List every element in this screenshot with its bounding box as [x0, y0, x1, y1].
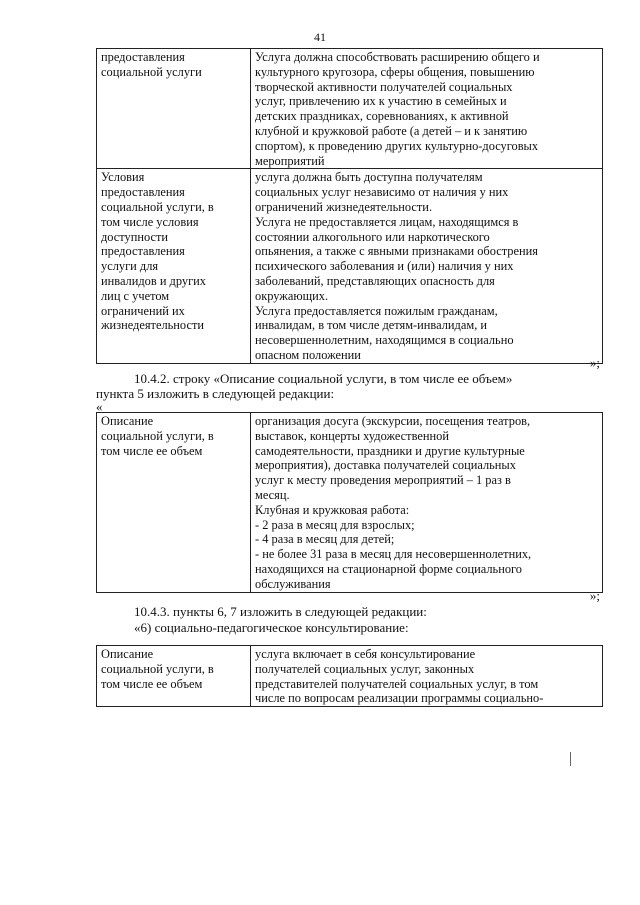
table-row: [97, 646, 603, 707]
table-service-description: [96, 412, 603, 593]
cell-line: числе по вопросам реализации программы социально-: [255, 691, 544, 706]
cell-line: самодеятельности, праздники и другие культурные: [255, 443, 525, 458]
cell-line: несовершеннолетним, находящимся в социально: [255, 333, 514, 348]
cell-line: опьянения, а также с явными признаками обострения: [255, 244, 538, 259]
cell-line: услуг к месту проведения мероприятий – 1 раз в: [255, 473, 511, 488]
cell-line: социальной услуги, в: [101, 661, 214, 676]
cell-line: получателей социальных услуг, законных: [255, 661, 475, 676]
cell-line: услуг, привлечению их к участию в семейных и: [255, 94, 507, 109]
cell-line: том числе ее объем: [101, 676, 203, 691]
opening-quote: «: [96, 399, 103, 414]
cell-line: социальной услуги, в: [101, 428, 214, 443]
table-cell-left: [97, 169, 251, 363]
cell-line: клубной и кружковой работе (а детей – и к занятию: [255, 123, 528, 138]
cell-line: окружающих.: [255, 288, 329, 303]
cell-line: доступности: [101, 229, 169, 244]
cell-line: Услуга не предоставляется лицам, находящимся в: [255, 214, 519, 229]
table-cell-right: [251, 646, 603, 707]
cell-line: обслуживания: [255, 576, 331, 591]
cell-line: предоставления: [101, 244, 185, 259]
cell-line: опасном положении: [255, 347, 361, 362]
cell-line: - 4 раза в месяц для детей;: [255, 532, 395, 547]
cell-line: инвалидов и других: [101, 273, 206, 288]
cell-line: предоставления: [101, 50, 185, 64]
cell-line: заболеваний, представляющих опасность для: [255, 273, 495, 288]
cell-line: выставок, концерты художественной: [255, 428, 449, 443]
cell-line: услуги для: [101, 259, 159, 274]
cell-line: Клубная и кружковая работа:: [255, 502, 410, 517]
cell-line: лиц с учетом: [101, 288, 170, 303]
cell-line: мероприятия), доставка получателей социальных: [255, 458, 516, 473]
cell-line: Условия: [101, 170, 145, 185]
cell-line: услуга включает в себя консультирование: [255, 647, 476, 661]
table-cell-left: [97, 646, 251, 707]
closing-quote: »;: [589, 355, 600, 370]
cell-line: состоянии алкогольного или наркотического: [255, 229, 490, 244]
cell-line: социальной услуги: [101, 64, 202, 79]
cell-line: - не более 31 раза в месяц для несовершеннолетних,: [255, 547, 532, 562]
table-cell-right: [251, 413, 603, 593]
table-row: [97, 49, 603, 169]
cell-line: социальной услуги, в: [101, 199, 214, 214]
cell-line: том числе условия: [101, 214, 199, 229]
cell-line: Описание: [101, 647, 154, 661]
cell-line: ограничений их: [101, 303, 185, 318]
cell-line: детских праздниках, соревнованиях, к активной: [255, 109, 509, 124]
cell-line: услуга должна быть доступна получателям: [255, 170, 483, 185]
table-cell-right: [251, 49, 603, 169]
cell-line: психического заболевания и (или) наличия у них: [255, 259, 514, 274]
cell-line: спортом), к проведению других культурно-досуговых: [255, 138, 539, 153]
cell-line: Услуга должна способствовать расширению общего и: [255, 50, 540, 64]
cell-line: культурного кругозора, сферы общения, повышению: [255, 64, 535, 79]
table-row: [97, 169, 603, 363]
cell-line: Услуга предоставляется пожилым гражданам,: [255, 303, 498, 318]
cell-line: месяц.: [255, 487, 290, 502]
paragraph-10-4-3: 10.4.3. пункты 6, 7 изложить в следующей редакции:: [134, 604, 427, 619]
page-number: 41: [314, 30, 326, 44]
table-consulting-description: [96, 645, 603, 707]
table-cell-right: [251, 169, 603, 363]
table-cell-left: [97, 49, 251, 169]
cell-line: мероприятий: [255, 153, 325, 168]
cell-line: - 2 раза в месяц для взрослых;: [255, 517, 415, 532]
cell-line: предоставления: [101, 185, 185, 200]
cell-line: организация досуга (экскурсии, посещения театров,: [255, 414, 531, 428]
cell-line: социальных услуг независимо от наличия у них: [255, 185, 509, 200]
cell-line: ограничений жизнедеятельности.: [255, 199, 433, 214]
cell-line: творческой активности получателей социальных: [255, 79, 513, 94]
cell-line: том числе ее объем: [101, 443, 203, 458]
cell-line: жизнедеятельности: [101, 318, 204, 333]
table-cell-left: [97, 413, 251, 593]
cell-line: представителей получателей социальных услуг, в том: [255, 676, 539, 691]
paragraph-item-6: «6) социально-педагогическое консультирование:: [134, 620, 409, 635]
margin-mark: [570, 752, 571, 766]
cell-line: Описание: [101, 414, 154, 428]
closing-quote: »;: [589, 588, 600, 603]
paragraph-10-4-2-continuation: пункта 5 изложить в следующей редакции:: [96, 386, 335, 401]
cell-line: инвалидам, в том числе детям-инвалидам, и: [255, 318, 488, 333]
table-service-conditions: [96, 48, 603, 364]
table-row: [97, 413, 603, 593]
cell-line: находящихся на стационарной форме социального: [255, 561, 522, 576]
paragraph-10-4-2: 10.4.2. строку «Описание социальной услуги, в том числе ее объем»: [134, 371, 513, 386]
